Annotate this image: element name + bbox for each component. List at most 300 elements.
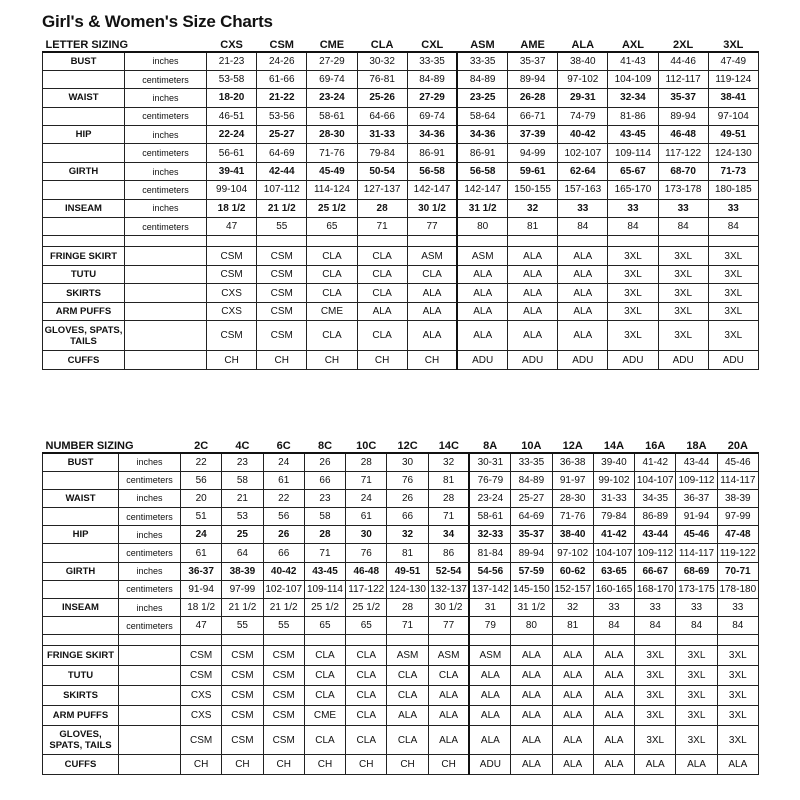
measure-value: 58 xyxy=(222,471,263,489)
measure-label: BUST xyxy=(43,453,119,471)
measure-value: 53-56 xyxy=(257,107,307,125)
measure-value: 145-150 xyxy=(511,580,552,598)
measure-row xyxy=(43,617,759,635)
product-size: ALA xyxy=(552,755,593,775)
measure-value: 97-99 xyxy=(222,580,263,598)
product-size: ALA xyxy=(469,686,510,706)
product-row xyxy=(43,666,759,686)
product-label: GLOVES, SPATS, TAILS xyxy=(43,726,119,755)
product-row xyxy=(43,706,759,726)
measure-value: 37-39 xyxy=(508,126,558,144)
product-unit xyxy=(125,247,207,266)
product-label: SKIRTS xyxy=(43,686,119,706)
product-size: 3XL xyxy=(608,302,658,321)
measure-value: 25 1/2 xyxy=(307,199,357,217)
product-row xyxy=(43,646,759,666)
product-size: ALA xyxy=(428,706,469,726)
spacer-cell xyxy=(263,635,304,646)
product-size: ALA xyxy=(558,265,608,284)
spacer-cell xyxy=(307,236,357,247)
measure-value: 124-130 xyxy=(708,144,758,162)
spacer-row xyxy=(43,236,759,247)
measure-unit: centimeters xyxy=(125,70,207,88)
product-size: ASM xyxy=(407,247,457,266)
measure-value: 119-122 xyxy=(717,544,758,562)
measure-value: 127-137 xyxy=(357,181,407,199)
measure-value: 36-37 xyxy=(181,562,222,580)
spacer-cell xyxy=(608,236,658,247)
size-header-axl: AXL xyxy=(608,38,658,52)
measure-row xyxy=(43,126,759,144)
measure-unit: centimeters xyxy=(125,218,207,236)
product-size: ALA xyxy=(457,284,507,303)
product-size: ALA xyxy=(593,706,634,726)
measure-value: 43-44 xyxy=(676,453,717,471)
spacer-cell xyxy=(428,635,469,646)
measure-value: 84 xyxy=(676,617,717,635)
product-size: CLA xyxy=(357,247,407,266)
product-label: CUFFS xyxy=(43,755,119,775)
measure-value: 61 xyxy=(346,508,387,526)
measure-value: 76-81 xyxy=(357,70,407,88)
product-size: CLA xyxy=(304,686,345,706)
product-size: ALA xyxy=(511,726,552,755)
measure-value: 61 xyxy=(263,471,304,489)
measure-value: 24 xyxy=(346,489,387,507)
measure-value: 29-31 xyxy=(558,89,608,107)
measure-value: 97-104 xyxy=(708,107,758,125)
measure-value: 33 xyxy=(558,199,608,217)
product-size: CLA xyxy=(357,265,407,284)
measure-value: 59-61 xyxy=(508,162,558,180)
product-size: CSM xyxy=(263,726,304,755)
size-header-6c: 6C xyxy=(263,439,304,453)
spacer-cell xyxy=(407,236,457,247)
measure-value: 64-69 xyxy=(257,144,307,162)
product-size: ALA xyxy=(511,686,552,706)
measure-label xyxy=(43,617,119,635)
product-row xyxy=(43,321,759,351)
measure-value: 53-58 xyxy=(207,70,257,88)
product-size: ALA xyxy=(593,666,634,686)
product-size: 3XL xyxy=(708,321,758,351)
product-size: ALA xyxy=(357,302,407,321)
page-title: Girl's & Women's Size Charts xyxy=(42,12,273,31)
product-size: 3XL xyxy=(658,321,708,351)
measure-value: 137-142 xyxy=(469,580,510,598)
product-size: 3XL xyxy=(708,265,758,284)
size-header-2xl: 2XL xyxy=(658,38,708,52)
measure-unit: inches xyxy=(119,562,181,580)
measure-row xyxy=(43,107,759,125)
measure-value: 57-59 xyxy=(511,562,552,580)
product-size: ALA xyxy=(593,726,634,755)
size-header-12a: 12A xyxy=(552,439,593,453)
measure-row xyxy=(43,562,759,580)
measure-value: 38-40 xyxy=(552,526,593,544)
product-size: CXS xyxy=(181,686,222,706)
measure-value: 114-117 xyxy=(717,471,758,489)
measure-value: 56-61 xyxy=(207,144,257,162)
product-row xyxy=(43,265,759,284)
measure-label: BUST xyxy=(43,52,125,70)
measure-value: 58-61 xyxy=(469,508,510,526)
measure-value: 21 1/2 xyxy=(257,199,307,217)
measure-row xyxy=(43,489,759,507)
measure-label xyxy=(43,107,125,125)
measure-value: 28 xyxy=(387,599,428,617)
measure-value: 117-122 xyxy=(658,144,708,162)
measure-value: 33 xyxy=(608,199,658,217)
product-size: 3XL xyxy=(676,666,717,686)
measure-row xyxy=(43,471,759,489)
measure-value: 46-51 xyxy=(207,107,257,125)
measure-value: 49-51 xyxy=(387,562,428,580)
measure-value: 81 xyxy=(508,218,558,236)
size-header-cla: CLA xyxy=(357,38,407,52)
measure-value: 107-112 xyxy=(257,181,307,199)
measure-value: 33-35 xyxy=(511,453,552,471)
measure-value: 38-40 xyxy=(558,52,608,70)
measure-unit: centimeters xyxy=(125,107,207,125)
measure-value: 53 xyxy=(222,508,263,526)
measure-label xyxy=(43,218,125,236)
measure-value: 31-33 xyxy=(593,489,634,507)
product-size: CH xyxy=(346,755,387,775)
measure-value: 28-30 xyxy=(307,126,357,144)
measure-value: 47 xyxy=(181,617,222,635)
measure-value: 112-117 xyxy=(658,70,708,88)
product-size: CH xyxy=(428,755,469,775)
product-size: CME xyxy=(307,302,357,321)
product-size: CLA xyxy=(346,726,387,755)
product-size: CSM xyxy=(263,646,304,666)
spacer-cell xyxy=(708,236,758,247)
product-size: CH xyxy=(257,351,307,370)
product-size: ALA xyxy=(511,755,552,775)
measure-value: 89-94 xyxy=(511,544,552,562)
measure-value: 45-46 xyxy=(717,453,758,471)
product-size: 3XL xyxy=(635,726,676,755)
measure-value: 23 xyxy=(222,453,263,471)
measure-value: 104-107 xyxy=(635,471,676,489)
spacer-cell xyxy=(469,635,510,646)
product-unit xyxy=(125,302,207,321)
measure-value: 21-23 xyxy=(207,52,257,70)
product-unit xyxy=(125,321,207,351)
measure-value: 70-71 xyxy=(717,562,758,580)
measure-value: 64-66 xyxy=(357,107,407,125)
measure-value: 109-114 xyxy=(304,580,345,598)
product-size: ASM xyxy=(387,646,428,666)
measure-value: 61 xyxy=(181,544,222,562)
product-size: CLA xyxy=(304,666,345,686)
measure-value: 33 xyxy=(593,599,634,617)
product-size: ALA xyxy=(552,706,593,726)
measure-value: 56 xyxy=(263,508,304,526)
measure-value: 26 xyxy=(304,453,345,471)
measure-value: 27-29 xyxy=(307,52,357,70)
measure-value: 91-94 xyxy=(181,580,222,598)
measure-value: 76-79 xyxy=(469,471,510,489)
measure-value: 20 xyxy=(181,489,222,507)
spacer-cell xyxy=(658,236,708,247)
product-size: CLA xyxy=(304,646,345,666)
measure-value: 104-107 xyxy=(593,544,634,562)
measure-value: 24 xyxy=(181,526,222,544)
product-size: ALA xyxy=(387,706,428,726)
measure-value: 77 xyxy=(428,617,469,635)
measure-value: 39-40 xyxy=(593,453,634,471)
size-header-20a: 20A xyxy=(717,439,758,453)
spacer-cell xyxy=(593,635,634,646)
product-size: CSM xyxy=(181,646,222,666)
measure-label xyxy=(43,544,119,562)
measure-value: 21 1/2 xyxy=(263,599,304,617)
measure-value: 43-44 xyxy=(635,526,676,544)
measure-value: 30 1/2 xyxy=(407,199,457,217)
product-label: TUTU xyxy=(43,265,125,284)
measure-label: HIP xyxy=(43,526,119,544)
measure-value: 84-89 xyxy=(511,471,552,489)
spacer-cell xyxy=(207,236,257,247)
measure-value: 114-117 xyxy=(676,544,717,562)
measure-value: 54-56 xyxy=(469,562,510,580)
measure-value: 22-24 xyxy=(207,126,257,144)
product-size: 3XL xyxy=(717,646,758,666)
measure-row xyxy=(43,218,759,236)
measure-value: 30-32 xyxy=(357,52,407,70)
product-unit xyxy=(125,265,207,284)
measure-value: 32 xyxy=(552,599,593,617)
product-size: ALA xyxy=(508,321,558,351)
product-size: ALA xyxy=(469,666,510,686)
measure-value: 142-147 xyxy=(457,181,507,199)
measure-value: 142-147 xyxy=(407,181,457,199)
product-size: 3XL xyxy=(635,646,676,666)
spacer-cell xyxy=(676,635,717,646)
measure-value: 102-107 xyxy=(263,580,304,598)
measure-value: 65 xyxy=(304,617,345,635)
size-header-10c: 10C xyxy=(346,439,387,453)
measure-value: 55 xyxy=(257,218,307,236)
product-size: CH xyxy=(307,351,357,370)
product-label: FRINGE SKIRT xyxy=(43,247,125,266)
measure-value: 31 xyxy=(469,599,510,617)
product-unit xyxy=(125,351,207,370)
product-size: 3XL xyxy=(676,726,717,755)
size-header-12c: 12C xyxy=(387,439,428,453)
measure-value: 35-37 xyxy=(508,52,558,70)
product-size: ALA xyxy=(508,302,558,321)
measure-value: 102-107 xyxy=(558,144,608,162)
measure-value: 89-94 xyxy=(508,70,558,88)
product-size: ALA xyxy=(552,646,593,666)
product-size: ADU xyxy=(558,351,608,370)
measure-row xyxy=(43,144,759,162)
measure-value: 35-37 xyxy=(511,526,552,544)
product-size: CLA xyxy=(387,666,428,686)
product-size: ALA xyxy=(552,686,593,706)
product-size: CLA xyxy=(387,686,428,706)
measure-value: 41-42 xyxy=(593,526,634,544)
product-size: ALA xyxy=(469,726,510,755)
measure-value: 81-84 xyxy=(469,544,510,562)
measure-value: 65 xyxy=(307,218,357,236)
measure-value: 32-33 xyxy=(469,526,510,544)
product-size: CLA xyxy=(407,265,457,284)
product-size: CLA xyxy=(346,686,387,706)
product-size: ALA xyxy=(717,755,758,775)
letter-sizing-table xyxy=(42,38,759,370)
measure-value: 21 1/2 xyxy=(222,599,263,617)
measure-value: 79-84 xyxy=(357,144,407,162)
number-sizing-table xyxy=(42,439,759,775)
measure-unit: centimeters xyxy=(125,181,207,199)
measure-value: 71 xyxy=(346,471,387,489)
product-size: CSM xyxy=(257,265,307,284)
product-size: ASM xyxy=(457,247,507,266)
measure-label xyxy=(43,580,119,598)
measure-value: 50-54 xyxy=(357,162,407,180)
product-size: 3XL xyxy=(608,247,658,266)
measure-value: 33 xyxy=(635,599,676,617)
measure-value: 81 xyxy=(387,544,428,562)
measure-value: 22 xyxy=(263,489,304,507)
measure-label: HIP xyxy=(43,126,125,144)
product-size: CH xyxy=(181,755,222,775)
measure-value: 23 xyxy=(304,489,345,507)
measure-value: 28 xyxy=(357,199,407,217)
measure-value: 18 1/2 xyxy=(181,599,222,617)
measure-label: WAIST xyxy=(43,489,119,507)
size-header-3xl: 3XL xyxy=(708,38,758,52)
measure-value: 66 xyxy=(304,471,345,489)
product-size: ALA xyxy=(511,666,552,686)
product-size: 3XL xyxy=(635,706,676,726)
measure-value: 33 xyxy=(717,599,758,617)
product-unit xyxy=(119,686,181,706)
measure-value: 66 xyxy=(263,544,304,562)
spacer-cell xyxy=(387,635,428,646)
measure-value: 74-79 xyxy=(558,107,608,125)
product-size: CME xyxy=(304,706,345,726)
measure-value: 109-112 xyxy=(635,544,676,562)
measure-value: 180-185 xyxy=(708,181,758,199)
product-size: ALA xyxy=(593,686,634,706)
measure-value: 114-124 xyxy=(307,181,357,199)
measure-value: 33-35 xyxy=(407,52,457,70)
product-size: ALA xyxy=(508,247,558,266)
product-size: 3XL xyxy=(608,265,658,284)
measure-value: 33-35 xyxy=(457,52,507,70)
product-size: ALA xyxy=(558,321,608,351)
measure-value: 32 xyxy=(508,199,558,217)
product-size: ALA xyxy=(508,284,558,303)
measure-unit: inches xyxy=(125,126,207,144)
measure-value: 71 xyxy=(428,508,469,526)
measure-value: 104-109 xyxy=(608,70,658,88)
measure-value: 71-76 xyxy=(552,508,593,526)
measure-value: 47 xyxy=(207,218,257,236)
measure-value: 61-66 xyxy=(257,70,307,88)
measure-label: WAIST xyxy=(43,89,125,107)
spacer-cell xyxy=(257,236,307,247)
measure-value: 97-102 xyxy=(552,544,593,562)
measure-value: 49-51 xyxy=(708,126,758,144)
product-size: CLA xyxy=(387,726,428,755)
product-size: CLA xyxy=(307,284,357,303)
measure-value: 45-49 xyxy=(307,162,357,180)
spacer-cell xyxy=(125,236,207,247)
product-size: CSM xyxy=(181,666,222,686)
measure-value: 66-71 xyxy=(508,107,558,125)
measure-value: 21 xyxy=(222,489,263,507)
measure-value: 150-155 xyxy=(508,181,558,199)
measure-value: 81 xyxy=(428,471,469,489)
product-size: 3XL xyxy=(717,706,758,726)
product-row xyxy=(43,284,759,303)
product-size: 3XL xyxy=(658,247,708,266)
measure-value: 58-64 xyxy=(457,107,507,125)
number-sizing-header: NUMBER SIZING xyxy=(43,439,181,453)
measure-value: 69-74 xyxy=(307,70,357,88)
product-size: ASM xyxy=(428,646,469,666)
measure-label: INSEAM xyxy=(43,199,125,217)
spacer-row xyxy=(43,635,759,646)
measure-row xyxy=(43,199,759,217)
product-size: CSM xyxy=(263,706,304,726)
measure-value: 22 xyxy=(181,453,222,471)
product-size: 3XL xyxy=(676,686,717,706)
measure-value: 178-180 xyxy=(717,580,758,598)
measure-value: 34-35 xyxy=(635,489,676,507)
measure-value: 34 xyxy=(428,526,469,544)
measure-value: 71 xyxy=(304,544,345,562)
measure-value: 30 xyxy=(346,526,387,544)
measure-value: 76 xyxy=(387,471,428,489)
measure-value: 25 1/2 xyxy=(346,599,387,617)
product-size: CLA xyxy=(307,321,357,351)
measure-value: 71-73 xyxy=(708,162,758,180)
measure-unit: centimeters xyxy=(119,508,181,526)
size-header-8a: 8A xyxy=(469,439,510,453)
measure-value: 119-124 xyxy=(708,70,758,88)
measure-value: 34-36 xyxy=(457,126,507,144)
product-size: 3XL xyxy=(635,686,676,706)
measure-value: 24-26 xyxy=(257,52,307,70)
measure-value: 31-33 xyxy=(357,126,407,144)
product-size: CSM xyxy=(207,265,257,284)
measure-value: 34-36 xyxy=(407,126,457,144)
product-size: CXS xyxy=(207,284,257,303)
product-size: CH xyxy=(222,755,263,775)
measure-unit: inches xyxy=(125,89,207,107)
product-row xyxy=(43,726,759,755)
product-label: ARM PUFFS xyxy=(43,706,119,726)
measure-value: 97-99 xyxy=(717,508,758,526)
measure-value: 33 xyxy=(676,599,717,617)
product-size: 3XL xyxy=(717,666,758,686)
product-size: ALA xyxy=(558,247,608,266)
spacer-cell xyxy=(304,635,345,646)
product-size: ALA xyxy=(407,321,457,351)
spacer-cell xyxy=(119,635,181,646)
measure-value: 86-91 xyxy=(457,144,507,162)
product-size: 3XL xyxy=(635,666,676,686)
measure-label: GIRTH xyxy=(43,562,119,580)
spacer-cell xyxy=(181,635,222,646)
